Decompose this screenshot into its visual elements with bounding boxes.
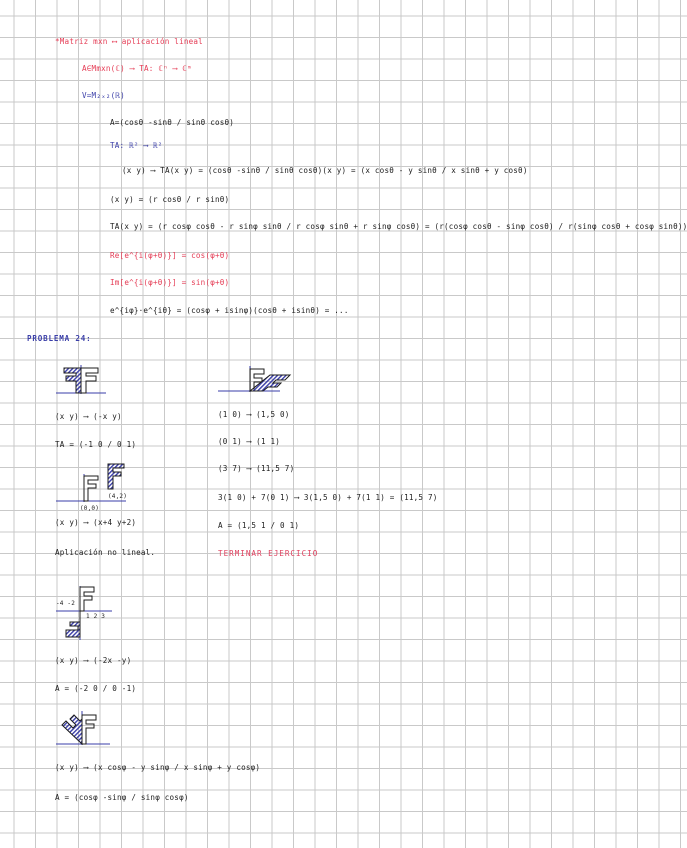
note-line-2: A∈Mmxn(ℂ) ⟶ TA: ℂⁿ ⟶ ℂᵐ — [82, 64, 192, 73]
note-line-8: TA(x y) = (r cosφ cosθ - r sinφ sinθ / r cosφ sinθ + r sinφ cosθ) = (r(cosφ cosθ - sinφ cosθ) / r(sinφ cosθ + cosφ sinθ)) — [110, 222, 687, 231]
left-line-8: A = (cosφ -sinφ / sinφ cosφ) — [55, 793, 189, 802]
left-line-4: Aplicación no lineal. — [55, 548, 156, 557]
fig3-label-a: -4 -2 — [56, 600, 76, 607]
note-line-7: (x y) = (r cosθ / r sinθ) — [110, 195, 230, 204]
problem-title: PROBLEMA 24: — [27, 334, 92, 343]
right-line-2: (0 1) ⟶ (1 1) — [218, 437, 281, 446]
note-line-4: A=(cosθ -sinθ / sinθ cosθ) — [110, 118, 235, 127]
note-line-3: V=M₂ₓ₂(ℝ) — [82, 91, 125, 100]
note-line-9: Re[e^{i(φ+θ)}] = cos(φ+θ) — [110, 251, 230, 260]
left-line-3: (x y) ⟶ (x+4 y+2) — [55, 518, 137, 527]
fig3-label-b: 1 2 3 — [86, 613, 106, 620]
left-line-5: (x y) ⟶ (-2x -y) — [55, 656, 132, 665]
note-line-1: *Matriz mxn ⟷ aplicación lineal — [55, 37, 203, 46]
note-line-5: TA: ℝ² ⟶ ℝ² — [110, 141, 163, 150]
note-line-6: (x y) ⟶ TA(x y) = (cosθ -sinθ / sinθ cosθ)(x y) = (x cosθ - y sinθ / x sinθ + y cosθ) — [122, 166, 528, 175]
right-line-5: A = (1,5 1 / 0 1) — [218, 521, 300, 530]
note-line-11: e^{iφ}·e^{iθ} = (cosφ + isinφ)(cosθ + isinθ) = ... — [110, 306, 349, 315]
left-line-6: A = (-2 0 / 0 -1) — [55, 684, 137, 693]
left-line-1: (x y) ⟶ (-x y) — [55, 412, 122, 421]
figure-shear — [218, 366, 294, 398]
right-line-4: 3(1 0) + 7(0 1) ⟶ 3(1,5 0) + 7(1 1) = (11,5 7) — [218, 493, 438, 502]
right-line-3: (3 7) ⟶ (11,5 7) — [218, 464, 295, 473]
right-line-1: (1 0) ⟶ (1,5 0) — [218, 410, 290, 419]
note-line-10: Im[e^{i(φ+θ)}] = sin(φ+θ) — [110, 278, 230, 287]
left-line-2: TA = (-1 0 / 0 1) — [55, 440, 137, 449]
figure-rotation — [56, 707, 112, 747]
left-line-7: (x y) ⟶ (x cosφ - y sinφ / x sinφ + y cosφ) — [55, 763, 261, 772]
fig2-label-b: (0,0) — [80, 505, 100, 512]
figure-reflection — [56, 363, 106, 395]
finish-exercise-note: TERMINAR EJERCICIO — [218, 549, 319, 558]
fig2-label-a: (4,2) — [108, 493, 128, 500]
